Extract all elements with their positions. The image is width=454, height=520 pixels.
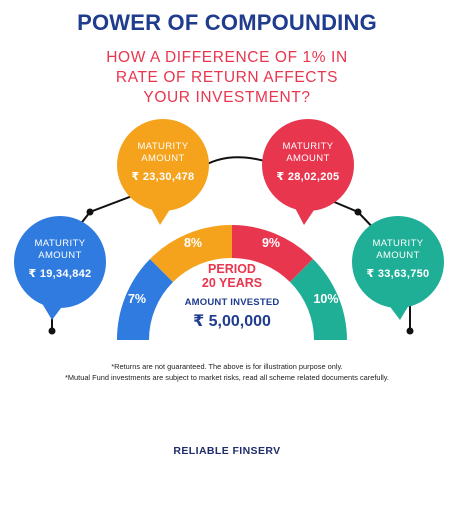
bubble-label-line1: MATURITY [282, 141, 334, 152]
period-label: PERIOD [208, 262, 256, 276]
bubble-text-blue [18, 238, 102, 280]
bubble-text-teal [356, 238, 440, 280]
amount-invested-value: ₹ 5,00,000 [193, 313, 271, 330]
disclaimer-line-2: *Mutual Fund investments are subject to market risks, read all scheme related documents carefully. [65, 373, 389, 382]
bubble-label-line2: AMOUNT [38, 249, 82, 261]
stem-dot [49, 328, 56, 335]
connector-orange-red [200, 157, 268, 168]
bubble-label-line2: AMOUNT [141, 152, 185, 164]
bubble-label-line1: MATURITY [137, 141, 189, 152]
disclaimer-notes [10, 361, 444, 383]
bubble-text-orange [121, 141, 205, 183]
page-title: POWER OF COMPOUNDING [77, 10, 377, 35]
period-value: 20 YEARS [201, 276, 263, 290]
maturity-amount-7: ₹ 19,34,842 [28, 268, 92, 280]
maturity-amount-10: ₹ 33,63,750 [366, 268, 430, 280]
bubble-label-line1: MATURITY [372, 238, 424, 249]
subtitle-line-1: HOW A DIFFERENCE OF 1% IN [106, 49, 348, 66]
stem-dot [407, 328, 414, 335]
center-info [172, 262, 292, 331]
bubble-text-red [266, 141, 350, 183]
maturity-amount-9: ₹ 28,02,205 [276, 171, 340, 183]
connector-dot [87, 209, 94, 216]
disclaimer-line-1: *Returns are not guaranteed. The above is for illustration purpose only. [111, 362, 343, 371]
maturity-amount-8: ₹ 23,30,478 [131, 171, 195, 183]
bubble-label-line1: MATURITY [34, 238, 86, 249]
connector-dot [355, 209, 362, 216]
bubble-label-line2: AMOUNT [376, 249, 420, 261]
segment-label-7: 7% [127, 292, 147, 306]
amount-invested-label: AMOUNT INVESTED [184, 297, 280, 308]
subtitle-line-2: RATE OF RETURN AFFECTS [115, 69, 339, 86]
brand-footer: RELIABLE FINSERV [173, 445, 281, 457]
segment-label-8: 8% [183, 236, 203, 250]
segment-label-9: 9% [261, 236, 281, 250]
subtitle-line-3: YOUR INVESTMENT? [143, 89, 311, 106]
segment-label-10: 10% [313, 292, 339, 306]
bubble-label-line2: AMOUNT [286, 152, 330, 164]
